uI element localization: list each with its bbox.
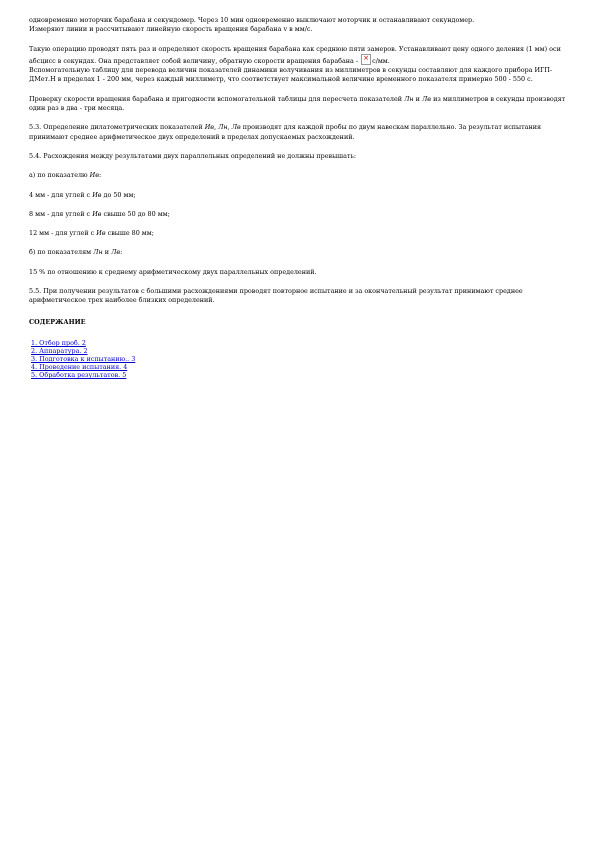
paragraph-2-text-a: Такую операцию проводят пять раз и определяют скорость вращения барабана как среднюю пяти замеров. Устанавливают цену одного деления (1 мм) оси абсцисс в секундах. Она представляет собой величину, обратную скорости вращения барабана - xyxy=(29,44,561,65)
paragraph-4-text-b: производят для каждой пробы по двум навескам параллельно. За результат испытания принимают среднее арифметическое двух определений в пределах допускаемых расхождений. xyxy=(29,123,542,141)
paragraph-9-text-a: 12 мм - для углей с xyxy=(29,229,95,238)
paragraph-3-text-c: из миллиметров в секунды производят один раз в два - три месяца. xyxy=(29,94,566,113)
symbol-lv: Лв xyxy=(111,248,121,257)
symbol-lv: Лв xyxy=(421,94,432,103)
toc-link-5[interactable]: 5. Обработка результатов. 5 xyxy=(31,370,127,379)
paragraph-8-text-b: свыше 50 до 80 мм; xyxy=(103,209,170,218)
toc-link-2[interactable]: 2. Аппаратура. 2 xyxy=(31,346,88,355)
paragraph-3 xyxy=(29,95,575,114)
toc-link-1[interactable]: 1. Отбор проб. 2 xyxy=(31,338,86,347)
paragraph-11: 15 % по отношению к среднему арифметическому двух параллельных определений. xyxy=(29,267,317,276)
broken-image-icon xyxy=(361,54,371,65)
toc-title: СОДЕРЖАНИЕ xyxy=(29,317,86,326)
table-of-contents xyxy=(29,339,575,379)
paragraph-6 xyxy=(29,171,575,180)
paragraph-6-text-a: а) по показателю xyxy=(29,171,88,180)
paragraph-6-text-b: : xyxy=(98,171,102,180)
symbol-iv: Ив xyxy=(96,229,106,238)
symbol-iv: Ив xyxy=(92,190,102,199)
paragraph-8-text-a: 8 мм - для углей с xyxy=(29,209,91,218)
paragraph-2-unit: с/мм. xyxy=(372,56,390,65)
paragraph-2-text-c: Вспомогательную таблицу для перевода величин показателей динамики волучивания из миллиметров в секунды составляют для каждого прибора ИГП-ДМет.Н в пределах 1 - 200 мм, через каждый миллиметр, что соответствует максимальной величине временного показателя примерно 500 - 550 с. xyxy=(29,66,553,84)
paragraph-4-text-a: 5.3. Определение дилатометрических показателей xyxy=(29,123,203,132)
paragraph-9-text-b: свыше 80 мм; xyxy=(107,229,154,238)
paragraph-8 xyxy=(29,210,575,219)
document-page xyxy=(29,16,575,379)
toc-link-3[interactable]: 3. Подготовка к испытанию.. 3 xyxy=(31,354,136,363)
paragraph-7-text-a: 4 мм - для углей с xyxy=(29,190,91,199)
paragraph-7 xyxy=(29,191,575,200)
symbol-list: Ив, Лн, Лв xyxy=(204,123,241,132)
paragraph-4 xyxy=(29,123,575,142)
paragraph-3-text-a: Проверку скорости вращения барабана и пригодности вспомогательной таблицы для пересчета показателей xyxy=(29,94,403,103)
paragraph-12: 5.5. При получении результатов с большими расхождениями проводят повторное испытание и за окончательный результат принимают среднее арифметическое трех наиболее близких определений. xyxy=(29,287,523,305)
symbol-iv: Ив xyxy=(89,171,99,180)
symbol-iv: Ив xyxy=(92,209,102,218)
paragraph-10-text-a: б) по показателям xyxy=(29,248,92,257)
paragraph-2 xyxy=(29,45,575,85)
toc-link-4[interactable]: 4. Проведение испытания. 4 xyxy=(31,362,128,371)
paragraph-7-text-b: до 50 мм; xyxy=(103,190,136,199)
paragraph-9 xyxy=(29,229,575,238)
paragraph-10-text-c: : xyxy=(120,248,123,257)
paragraph-1 xyxy=(29,16,575,35)
paragraph-10 xyxy=(29,248,575,257)
paragraph-1-line-1: одновременно моторчик барабана и секундомер. Через 10 мин одновременно выключают моторчик и останавливают секундомер. xyxy=(29,16,475,24)
paragraph-10-text-b: и xyxy=(104,248,110,257)
symbol-ln: Лн xyxy=(93,248,103,257)
paragraph-3-text-b: и xyxy=(415,94,420,103)
paragraph-5: 5.4. Расхождения между результатами двух параллельных определений не должны превышать: xyxy=(29,151,357,160)
paragraph-1-line-2: Измеряют линии и рассчитывают линейную скорость вращения барабана v в мм/с. xyxy=(29,25,313,34)
symbol-ln: Лн xyxy=(404,94,414,103)
